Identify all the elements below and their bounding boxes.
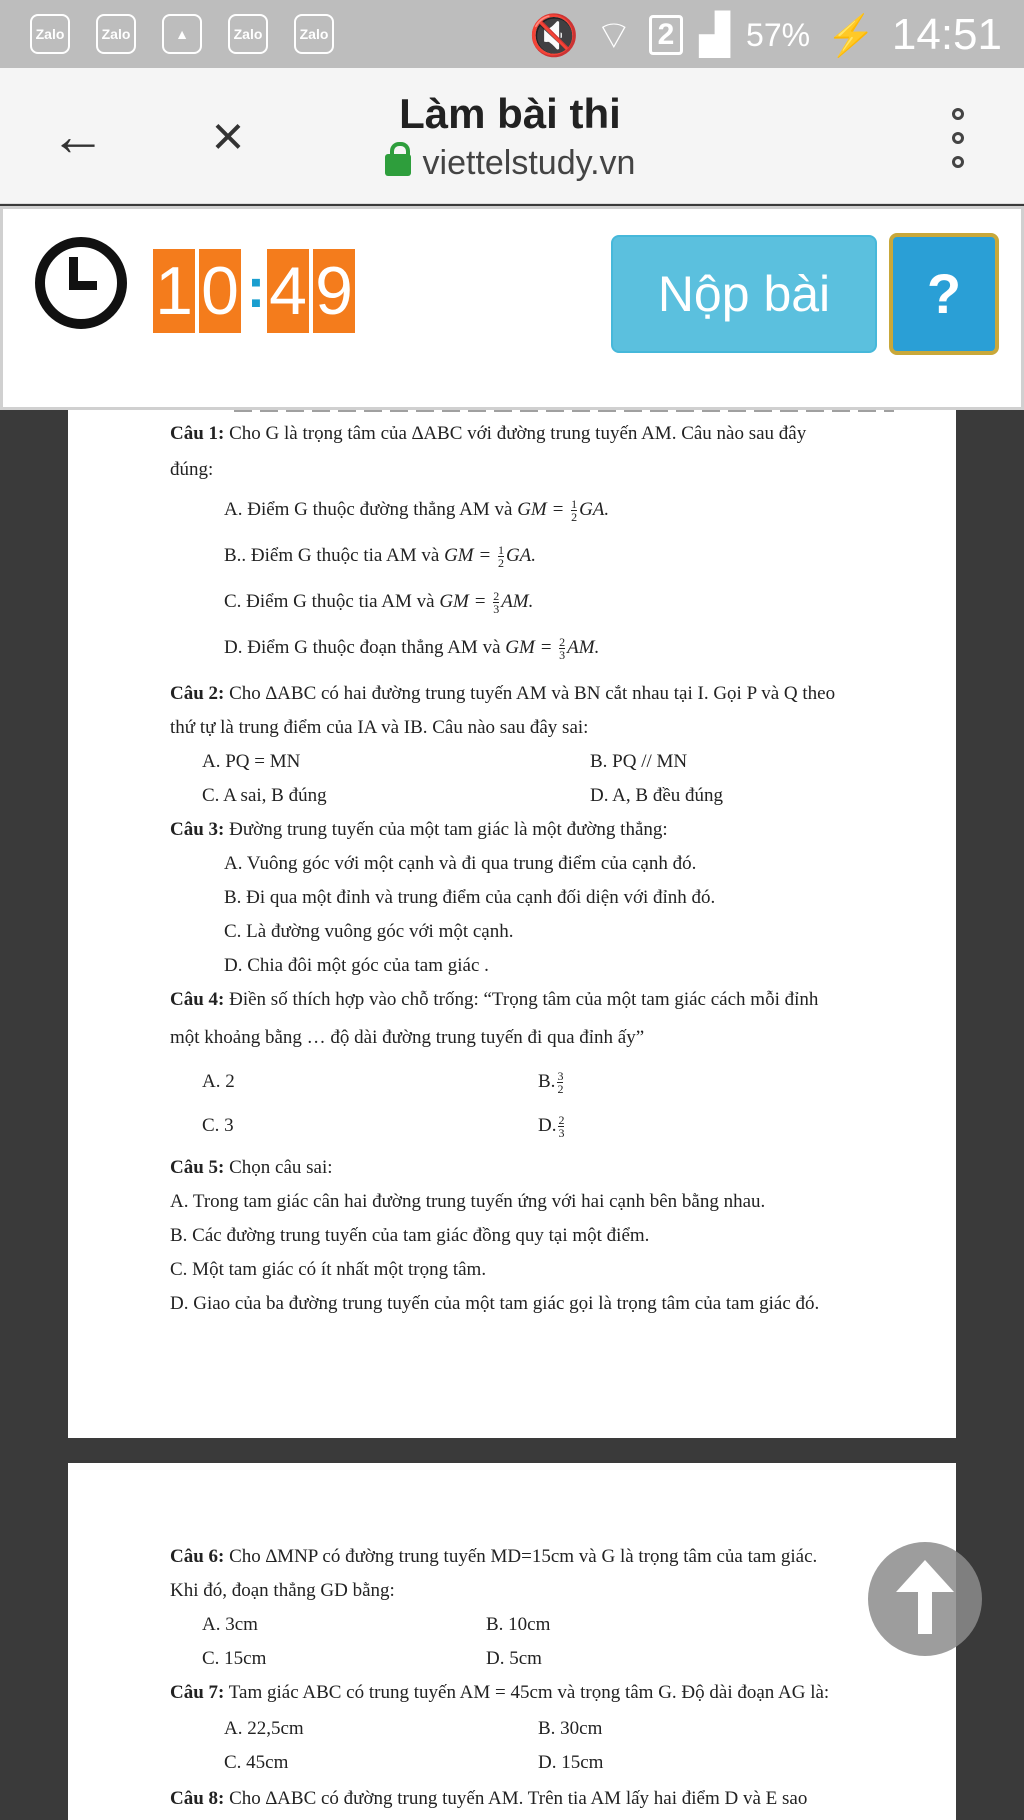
q1-option-a: A. Điểm G thuộc đường thẳng AM và GM = $\frac{1}{2}$ GA. — [224, 497, 610, 525]
timer-separator: : — [246, 256, 266, 319]
clock-icon — [35, 237, 127, 329]
q4-option-c: C. 3 — [202, 1115, 234, 1136]
question-4: Câu 4: Điền số thích hợp vào chỗ trống: “Trọng tâm của một tam giác cách mỗi đỉnh — [170, 989, 819, 1010]
q7-option-b: B. 30cm — [538, 1718, 603, 1739]
url-text: viettelstudy.vn — [422, 144, 636, 182]
lock-icon — [385, 154, 411, 176]
q5-option-a: A. Trong tam giác cân hai đường trung tuyến ứng với hai cạnh bên bằng nhau. — [170, 1191, 766, 1212]
clock-time: 14:51 — [891, 10, 1002, 59]
question-text: thứ tự là trung điểm của IA và IB. Câu nào sau đây sai: — [170, 717, 589, 738]
q4-option-b: B. $\frac{3}{2}$ — [538, 1069, 564, 1097]
q1-option-d: D. Điểm G thuộc đoạn thẳng AM và GM = $\frac{2}{3}$ AM. — [224, 635, 600, 663]
question-2: Câu 2: Cho ∆ABC có hai đường trung tuyến AM và BN cắt nhau tại I. Gọi P và Q theo — [170, 683, 836, 704]
battery-level: 57% — [746, 16, 811, 53]
q5-option-c: C. Một tam giác có ít nhất một trọng tâm. — [170, 1259, 487, 1280]
q3-option-a: A. Vuông góc với một cạnh và đi qua trung điểm của cạnh đó. — [224, 853, 697, 874]
question-label: Câu 4: — [170, 989, 225, 1010]
q6-option-d: D. 5cm — [486, 1648, 542, 1669]
close-icon[interactable]: × — [211, 104, 245, 167]
q7-option-c: C. 45cm — [224, 1752, 289, 1773]
question-label: Câu 6: — [170, 1546, 225, 1567]
timer-digit: 0 — [199, 249, 241, 333]
charging-icon: ⚡ — [826, 13, 876, 58]
q7-option-d: D. 15cm — [538, 1752, 604, 1773]
more-options-icon[interactable] — [948, 108, 968, 168]
url-display[interactable] — [300, 144, 720, 183]
timer-digit: 9 — [313, 249, 355, 333]
mute-icon: 🔇 — [529, 13, 579, 58]
q3-option-b: B. Đi qua một đỉnh và trung điểm của cạnh đối diện với đỉnh đó. — [224, 887, 716, 908]
question-6: Câu 6: Cho ∆MNP có đường trung tuyến MD=15cm và G là trọng tâm của tam giác. — [170, 1546, 818, 1567]
question-label: Câu 1: — [170, 423, 225, 444]
timer-digit: 4 — [267, 249, 309, 333]
q3-option-c: C. Là đường vuông góc với một cạnh. — [224, 921, 514, 942]
zalo-icon: Zalo — [30, 14, 70, 54]
back-arrow-icon[interactable]: ← — [50, 104, 106, 167]
q6-option-c: C. 15cm — [202, 1648, 267, 1669]
q1-option-b: B.. Điểm G thuộc tia AM và GM = $\frac{1}{2}$ GA. — [224, 543, 537, 571]
signal-icon: ▟ — [699, 13, 731, 57]
q6-option-a: A. 3cm — [202, 1614, 258, 1635]
question-3: Câu 3: Đường trung tuyến của một tam giác là một đường thẳng: — [170, 819, 668, 840]
q2-option-a: A. PQ = MN — [202, 751, 301, 772]
timer-digit: 1 — [153, 249, 195, 333]
q5-option-d: D. Giao của ba đường trung tuyến của một tam giác gọi là trọng tâm của tam giác đó. — [170, 1293, 820, 1314]
question-label: Câu 3: — [170, 819, 225, 840]
question-text: một khoảng bằng … độ dài đường trung tuyến đi qua đỉnh ấy” — [170, 1027, 645, 1048]
question-1: Câu 1: Cho G là trọng tâm của ∆ABC với đường trung tuyến AM. Câu nào sau đây — [170, 423, 807, 444]
q3-option-d: D. Chia đôi một góc của tam giác . — [224, 955, 489, 976]
question-text: Khi đó, đoạn thẳng GD bằng: — [170, 1580, 395, 1601]
notification-icons — [30, 14, 334, 54]
system-indicators — [529, 10, 1002, 60]
document-page — [68, 1463, 956, 1820]
wifi-icon: ⌔ — [594, 14, 633, 58]
submit-button[interactable]: Nộp bài — [611, 235, 877, 353]
zalo-icon: Zalo — [228, 14, 268, 54]
q4-option-d: D. $\frac{2}{3}$ — [538, 1113, 565, 1141]
help-button[interactable]: ? — [889, 233, 999, 355]
q6-option-b: B. 10cm — [486, 1614, 551, 1635]
countdown-timer — [153, 249, 359, 333]
exam-toolbar — [0, 206, 1024, 410]
document-page — [68, 410, 956, 1438]
browser-header — [0, 68, 1024, 204]
q5-option-b: B. Các đường trung tuyến của tam giác đồng quy tại một điểm. — [170, 1225, 650, 1246]
q7-option-a: A. 22,5cm — [224, 1718, 304, 1739]
sim-indicator: 2 — [649, 15, 684, 55]
q4-option-a: A. 2 — [202, 1071, 235, 1092]
q2-option-c: C. A sai, B đúng — [202, 785, 327, 806]
zalo-icon: Zalo — [294, 14, 334, 54]
question-7: Câu 7: Tam giác ABC có trung tuyến AM = 45cm và trọng tâm G. Độ dài đoạn AG là: — [170, 1682, 830, 1703]
q2-option-b: B. PQ // MN — [590, 751, 688, 772]
q1-option-c: C. Điểm G thuộc tia AM và GM = $\frac{2}{3}$ AM. — [224, 589, 534, 617]
scroll-to-top-button[interactable] — [868, 1542, 982, 1656]
question-label: Câu 8: — [170, 1788, 225, 1809]
page-title: Làm bài thi — [399, 90, 621, 137]
question-5: Câu 5: Chọn câu sai: — [170, 1157, 333, 1178]
question-8: Câu 8: Cho ∆ABC có đường trung tuyến AM. Trên tia AM lấy hai điểm D và E sao — [170, 1788, 808, 1809]
question-label: Câu 5: — [170, 1157, 225, 1178]
question-label: Câu 7: — [170, 1682, 225, 1703]
zalo-icon: Zalo — [96, 14, 136, 54]
q2-option-d: D. A, B đều đúng — [590, 785, 723, 806]
question-label: Câu 2: — [170, 683, 225, 704]
status-bar — [0, 0, 1024, 68]
cut-off-heading — [234, 410, 894, 412]
question-text: đúng: — [170, 459, 214, 480]
gallery-icon: ▲ — [162, 14, 202, 54]
